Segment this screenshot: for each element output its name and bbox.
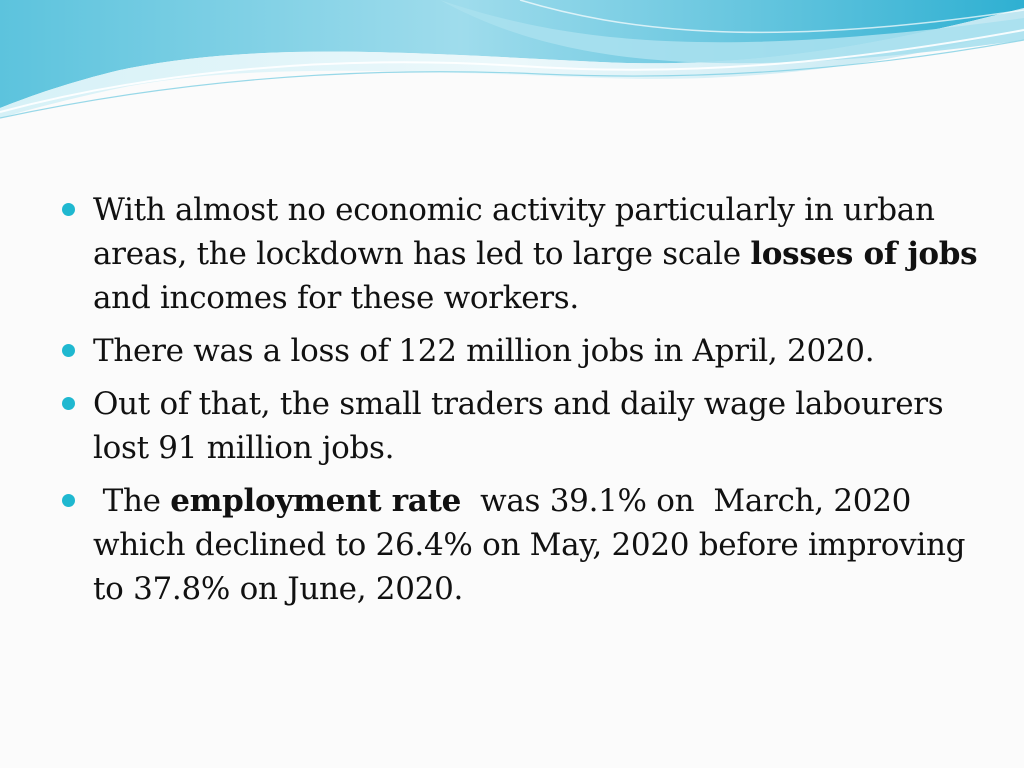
bullet-text-1: With almost no economic activity particularly in urban areas, the lockdown has led to large scale losses of jobs and incomes for these workers. — [93, 192, 978, 316]
bullet-text-3: Out of that, the small traders and daily wage labourers lost 91 million jobs. — [93, 386, 944, 466]
bullet-item-1 — [60, 188, 980, 320]
bullet-item-2 — [60, 329, 980, 373]
bullet-item-4 — [60, 479, 980, 611]
bold-phrase: employment rate — [170, 483, 462, 519]
bullet-item-3 — [60, 382, 980, 470]
header-wave-decoration — [0, 0, 1024, 130]
bullet-dot-icon — [62, 397, 75, 410]
bullet-dot-icon — [62, 344, 75, 357]
bullet-dot-icon — [62, 203, 75, 216]
bullet-list — [60, 188, 980, 620]
bullet-text-4: The employment rate was 39.1% on March, 2020 which declined to 26.4% on May, 2020 before improving to 37.8% on June, 2020. — [93, 483, 975, 607]
bullet-text-2: There was a loss of 122 million jobs in April, 2020. — [93, 333, 875, 369]
bullet-dot-icon — [62, 494, 75, 507]
bold-phrase: losses of jobs — [750, 236, 978, 272]
